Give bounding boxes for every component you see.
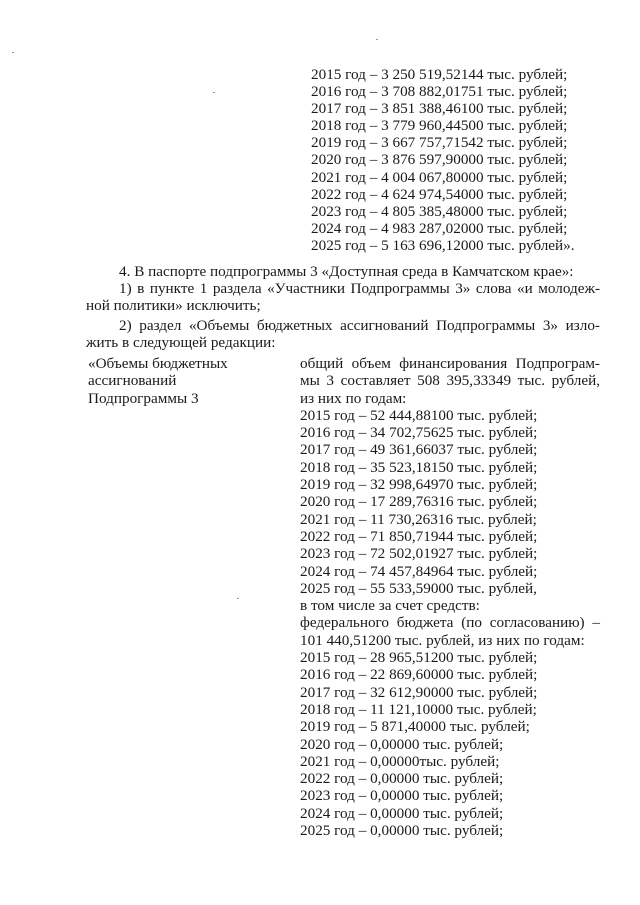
total-year-row: 2016 год – 34 702,75625 тыс. рублей;	[300, 424, 538, 442]
federal-budget-line: федерального бюджета (по согласованию) –	[300, 614, 600, 632]
funding-year-row: 2016 год – 3 708 882,01751 тыс. рублей;	[311, 83, 568, 101]
total-year-row: 2015 год – 52 444,88100 тыс. рублей;	[300, 406, 538, 424]
federal-year-row: 2017 год – 32 612,90000 тыс. рублей;	[300, 683, 538, 701]
total-year-row: 2020 год – 17 289,76316 тыс. рублей;	[300, 493, 538, 511]
funding-year-row: 2017 год – 3 851 388,46100 тыс. рублей;	[311, 100, 568, 118]
left-cell-line: Подпрограммы 3	[88, 389, 199, 407]
funding-year-row: 2018 год – 3 779 960,44500 тыс. рублей;	[311, 117, 568, 135]
federal-year-row: 2022 год – 0,00000 тыс. рублей;	[300, 770, 504, 788]
scan-speck	[376, 39, 378, 40]
left-cell-line: ассигнований	[88, 372, 177, 390]
program-funding-years-list	[311, 66, 575, 254]
including-line: в том числе за счет средств:	[300, 597, 480, 615]
total-year-row: 2025 год – 55 533,59000 тыс. рублей,	[300, 579, 537, 597]
federal-budget-line: 101 440,51200 тыс. рублей, из них по годам:	[300, 631, 585, 649]
item4-point1-line2: ной политики» исключить;	[86, 297, 261, 314]
total-financing-line: мы 3 составляет 508 395,33349 тыс. рублей,	[300, 372, 600, 390]
total-year-row: 2017 год – 49 361,66037 тыс. рублей;	[300, 441, 538, 459]
item4-point2-line1: 2) раздел «Объемы бюджетных ассигнований Подпрограммы 3» изло-	[119, 317, 600, 334]
total-year-row: 2019 год – 32 998,64970 тыс. рублей;	[300, 476, 538, 494]
federal-year-row: 2021 год – 0,00000тыс. рублей;	[300, 752, 500, 770]
left-cell-line: «Объемы бюджетных	[88, 355, 228, 372]
scan-speck	[237, 598, 239, 599]
federal-year-row: 2018 год – 11 121,10000 тыс. рублей;	[300, 700, 537, 718]
funding-year-row: 2015 год – 3 250 519,52144 тыс. рублей;	[311, 66, 568, 83]
total-year-row: 2018 год – 35 523,18150 тыс. рублей;	[300, 458, 538, 476]
item4-point1	[86, 280, 600, 314]
total-year-row: 2021 год – 11 730,26316 тыс. рублей;	[300, 510, 537, 528]
item4-point2	[86, 317, 600, 351]
federal-year-row: 2016 год – 22 869,60000 тыс. рублей;	[300, 666, 538, 684]
total-financing-line: из них по годам:	[300, 389, 407, 407]
item4-heading: 4. В паспорте подпрограммы 3 «Доступная среда в Камчатском крае»:	[119, 263, 574, 280]
item4-point2-line2: жить в следующей редакции:	[86, 334, 276, 351]
funding-year-row: 2024 год – 4 983 287,02000 тыс. рублей;	[311, 219, 568, 237]
federal-year-row: 2025 год – 0,00000 тыс. рублей;	[300, 822, 504, 840]
funding-year-row: 2020 год – 3 876 597,90000 тыс. рублей;	[311, 151, 568, 169]
funding-year-row: 2019 год – 3 667 757,71542 тыс. рублей;	[311, 134, 568, 152]
scan-speck	[12, 52, 14, 53]
table-right-cell	[300, 355, 600, 839]
item4-point1-line1: 1) в пункте 1 раздела «Участники Подпрограммы 3» слова «и молодеж-	[119, 280, 600, 297]
funding-year-row: 2023 год – 4 805 385,48000 тыс. рублей;	[311, 202, 568, 220]
funding-year-row: 2022 год – 4 624 974,54000 тыс. рублей;	[311, 185, 568, 203]
federal-year-row: 2024 год – 0,00000 тыс. рублей;	[300, 804, 504, 822]
total-year-row: 2022 год – 71 850,71944 тыс. рублей;	[300, 527, 538, 545]
federal-year-row: 2015 год – 28 965,51200 тыс. рублей;	[300, 649, 538, 667]
funding-year-row: 2021 год – 4 004 067,80000 тыс. рублей;	[311, 168, 568, 186]
total-year-row: 2024 год – 74 457,84964 тыс. рублей;	[300, 562, 538, 580]
scan-speck	[213, 92, 215, 93]
federal-year-row: 2023 год – 0,00000 тыс. рублей;	[300, 787, 504, 805]
total-year-row: 2023 год – 72 502,01927 тыс. рублей;	[300, 545, 538, 563]
funding-year-row: 2025 год – 5 163 696,12000 тыс. рублей».	[311, 236, 575, 254]
federal-year-row: 2020 год – 0,00000 тыс. рублей;	[300, 735, 504, 753]
total-financing-line: общий объем финансирования Подпрограм-	[300, 355, 600, 372]
federal-year-row: 2019 год – 5 871,40000 тыс. рублей;	[300, 718, 530, 736]
table-left-cell	[88, 355, 288, 407]
